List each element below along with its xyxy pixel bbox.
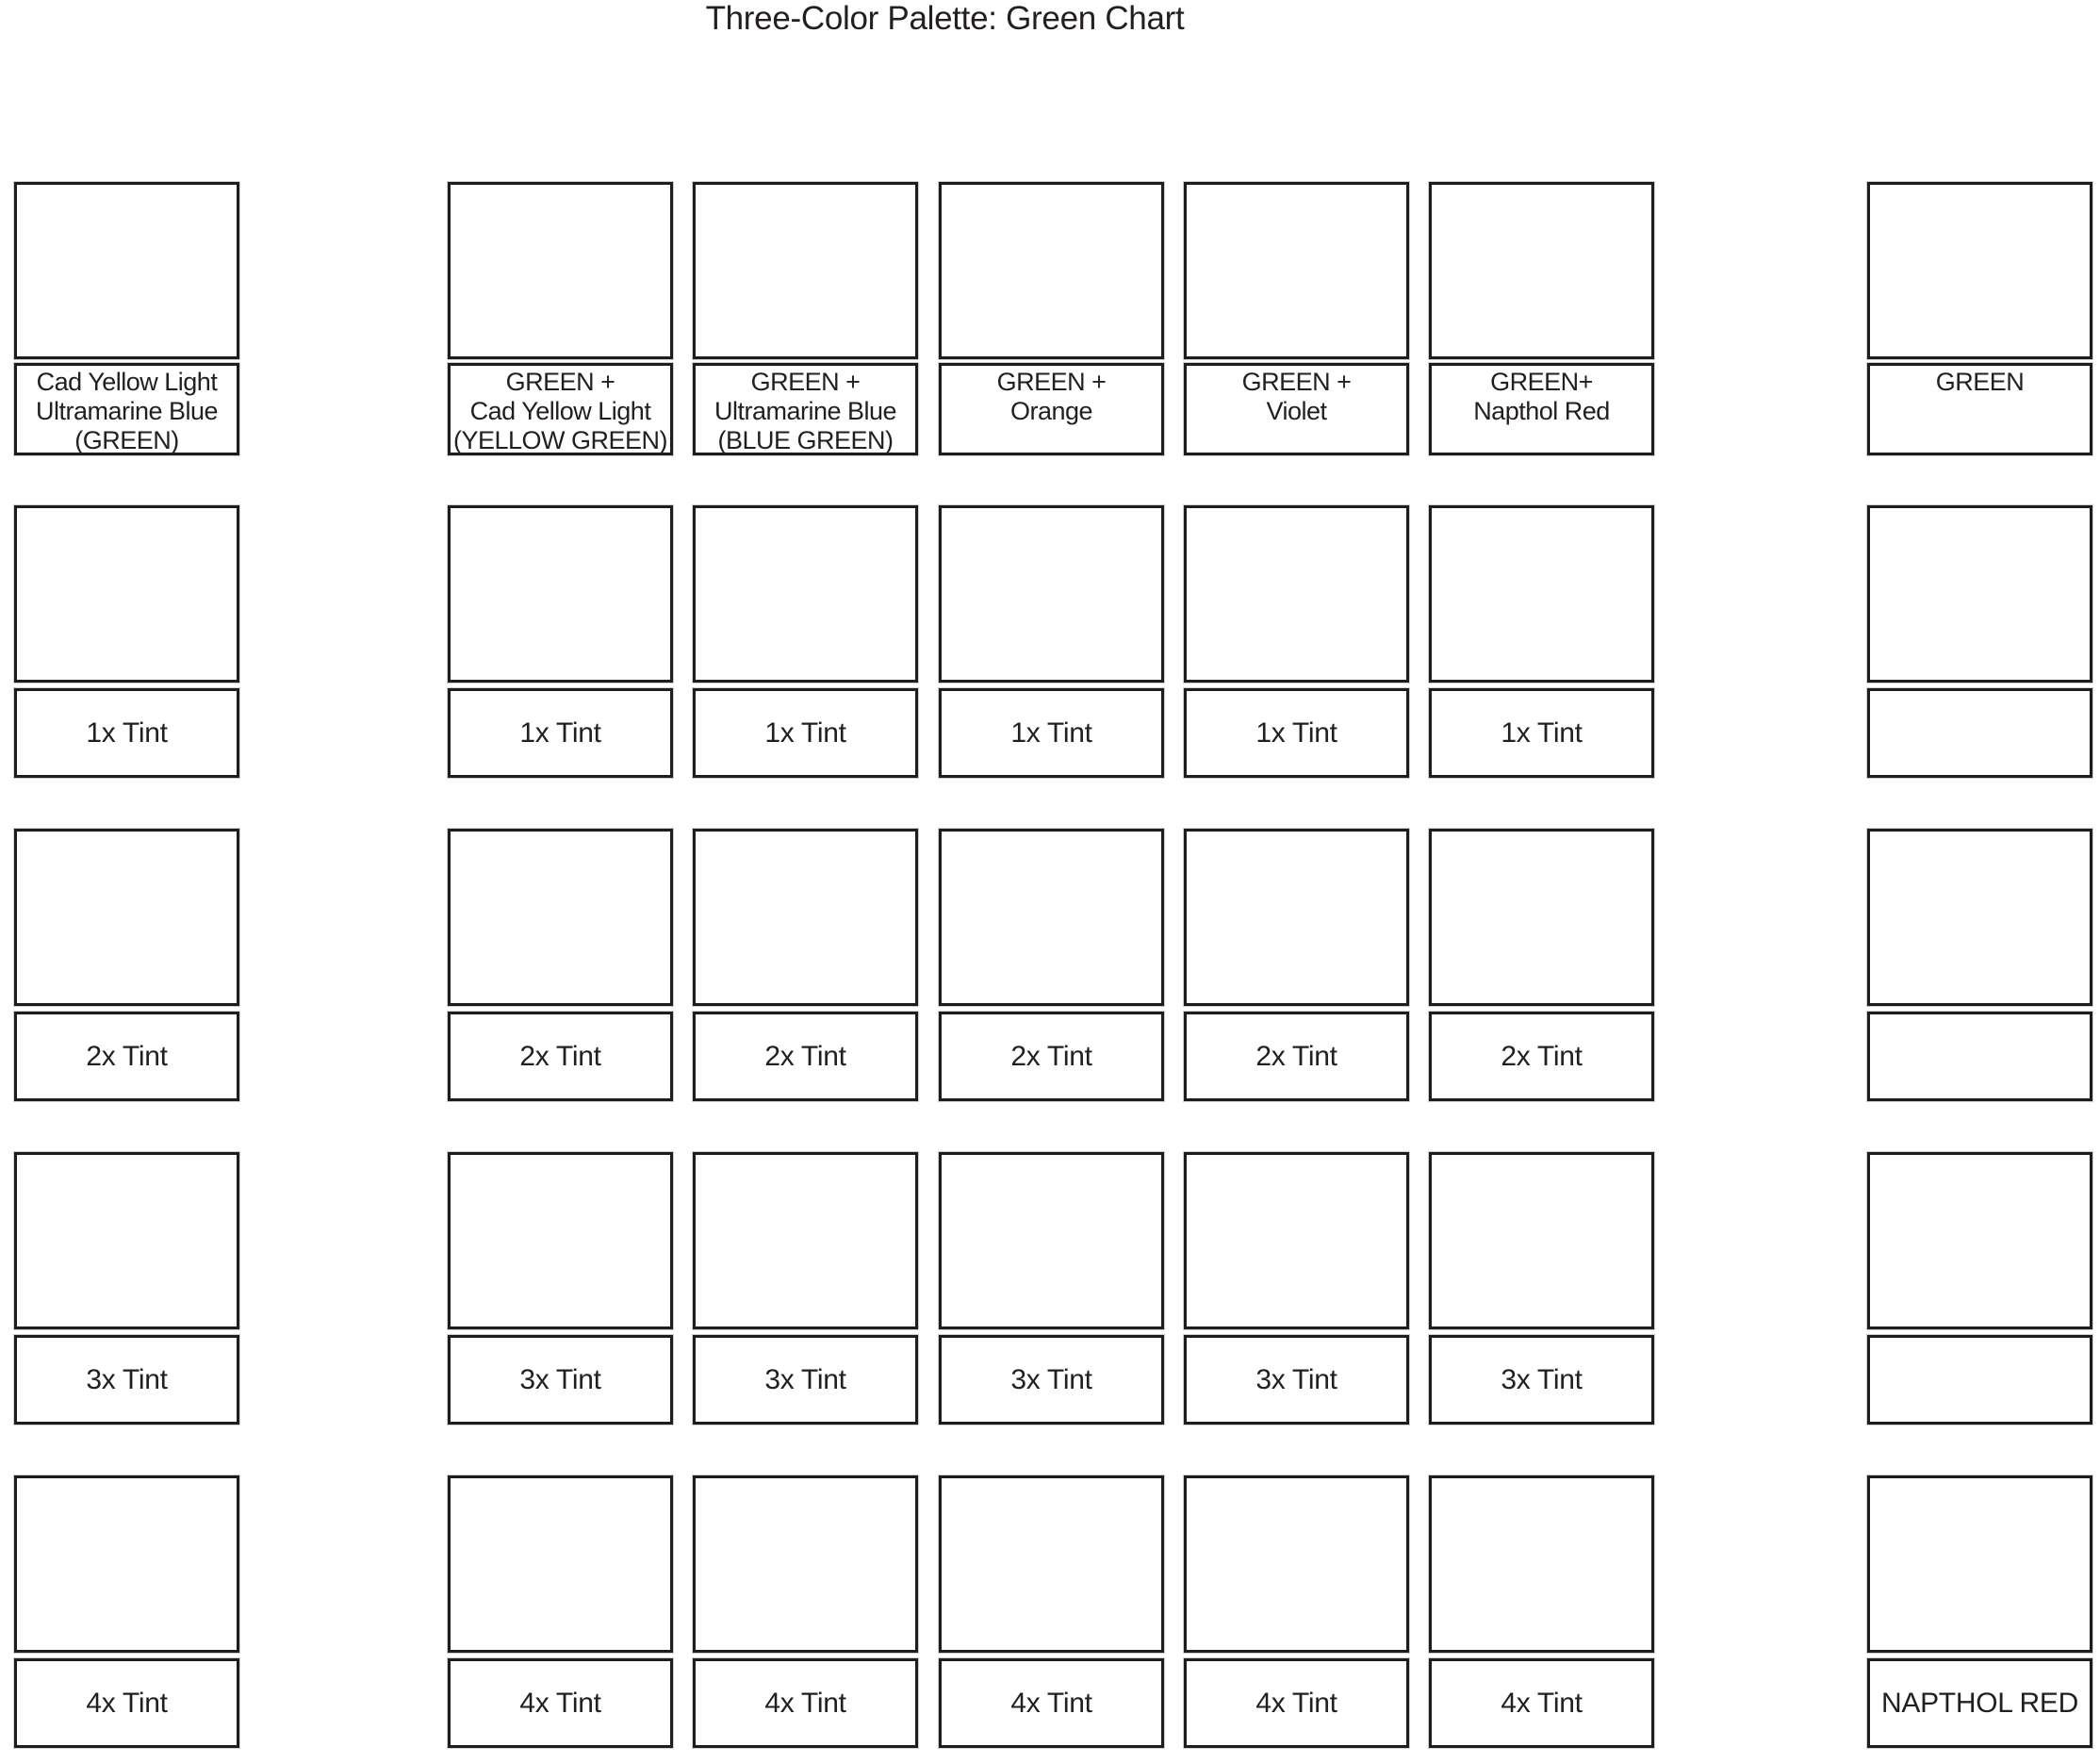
swatch-box-green-base-row1: [14, 505, 239, 683]
header-label-line: GREEN +: [505, 368, 615, 396]
tint-label-text: 3x Tint: [1501, 1363, 1583, 1395]
label-box-green-violet-row2: [1184, 1012, 1409, 1101]
tint-label-text: 3x Tint: [1255, 1363, 1337, 1395]
tint-label-text: 3x Tint: [86, 1363, 168, 1395]
label-box-green-base-row4: [14, 1658, 239, 1748]
swatch-box-blue-green-row3: [693, 1152, 918, 1329]
label-box-green-base-row1: [14, 688, 239, 778]
header-label-line: Ultramarine Blue: [35, 397, 219, 425]
tint-label-text: 1x Tint: [764, 717, 846, 749]
tint-label-text: 2x Tint: [1255, 1040, 1337, 1072]
swatch-box-green-orange-row3: [939, 1152, 1164, 1329]
label-box-green-pure-row2: [1867, 1012, 2092, 1101]
label-box-yellow-green-row3: [448, 1335, 673, 1425]
swatch-box-green-napthol-red-row3: [1429, 1152, 1654, 1329]
label-box-green-napthol-red-row1: [1429, 688, 1654, 778]
label-box-blue-green-row1: [693, 688, 918, 778]
tint-label-text: 1x Tint: [1255, 717, 1337, 749]
label-box-green-napthol-red-header: [1429, 363, 1654, 455]
swatch-box-green-base-row2: [14, 829, 239, 1006]
label-box-green-orange-row2: [939, 1012, 1164, 1101]
swatch-box-blue-green-row1: [693, 505, 918, 683]
header-label-line: Orange: [1009, 397, 1093, 425]
swatch-box-yellow-green-row2: [448, 829, 673, 1006]
label-box-green-base-header: [14, 363, 239, 455]
label-box-yellow-green-row4: [448, 1658, 673, 1748]
swatch-box-green-violet-row3: [1184, 1152, 1409, 1329]
tint-label-text: 1x Tint: [519, 717, 601, 749]
swatch-box-green-orange-row1: [939, 505, 1164, 683]
header-label-line: (YELLOW GREEN): [452, 426, 668, 454]
label-box-green-violet-header: [1184, 363, 1409, 455]
label-box-yellow-green-header: [448, 363, 673, 455]
label-box-blue-green-row4: [693, 1658, 918, 1748]
swatch-box-blue-green-row2: [693, 829, 918, 1006]
header-label-line: (GREEN): [74, 426, 179, 454]
swatch-box-blue-green-row4: [693, 1475, 918, 1653]
tint-label-text: 1x Tint: [1010, 717, 1092, 749]
label-box-green-base-row3: [14, 1335, 239, 1425]
tint-label-text: 4x Tint: [764, 1687, 846, 1719]
tint-label-text: 3x Tint: [764, 1363, 846, 1395]
header-label-line: (BLUE GREEN): [717, 426, 894, 454]
tint-label-text: 2x Tint: [1501, 1040, 1583, 1072]
tint-label-text: 4x Tint: [519, 1687, 601, 1719]
tint-label-text: 1x Tint: [1501, 717, 1583, 749]
swatch-box-green-napthol-red-header: [1429, 182, 1654, 359]
tint-label-text: 3x Tint: [519, 1363, 601, 1395]
swatch-box-green-napthol-red-row2: [1429, 829, 1654, 1006]
swatch-box-green-napthol-red-row1: [1429, 505, 1654, 683]
swatch-box-green-violet-row1: [1184, 505, 1409, 683]
swatch-box-green-pure-row4: [1867, 1475, 2092, 1653]
tint-label-text: 3x Tint: [1010, 1363, 1092, 1395]
label-box-blue-green-row2: [693, 1012, 918, 1101]
label-box-green-violet-row4: [1184, 1658, 1409, 1748]
header-label-line: GREEN +: [1241, 368, 1352, 396]
swatch-box-green-orange-header: [939, 182, 1164, 359]
swatch-box-green-pure-row1: [1867, 505, 2092, 683]
header-label-line: Ultramarine Blue: [714, 397, 897, 425]
label-box-green-orange-row1: [939, 688, 1164, 778]
label-box-green-pure-row1: [1867, 688, 2092, 778]
tint-label-text: 1x Tint: [86, 717, 168, 749]
swatch-box-yellow-green-row1: [448, 505, 673, 683]
label-box-green-pure-header: [1867, 363, 2092, 455]
swatch-box-green-violet-header: [1184, 182, 1409, 359]
swatch-box-green-pure-row2: [1867, 829, 2092, 1006]
label-box-green-orange-header: [939, 363, 1164, 455]
label-box-green-orange-row3: [939, 1335, 1164, 1425]
tint-label-text: 2x Tint: [519, 1040, 601, 1072]
tint-label-text: NAPTHOL RED: [1881, 1687, 2078, 1719]
tint-label-text: 2x Tint: [86, 1040, 168, 1072]
header-label-line: Violet: [1266, 397, 1327, 425]
label-box-green-napthol-red-row2: [1429, 1012, 1654, 1101]
tint-label-text: 2x Tint: [1010, 1040, 1092, 1072]
swatch-box-green-base-row4: [14, 1475, 239, 1653]
label-box-green-pure-row3: [1867, 1335, 2092, 1425]
tint-label-text: 4x Tint: [1010, 1687, 1092, 1719]
swatch-box-green-violet-row2: [1184, 829, 1409, 1006]
header-label-line: GREEN +: [996, 368, 1107, 396]
label-box-green-violet-row3: [1184, 1335, 1409, 1425]
swatch-box-green-violet-row4: [1184, 1475, 1409, 1653]
swatch-box-green-orange-row2: [939, 829, 1164, 1006]
tint-label-text: 4x Tint: [1501, 1687, 1583, 1719]
swatch-box-green-pure-header: [1867, 182, 2092, 359]
label-box-blue-green-header: [693, 363, 918, 455]
header-label-line: Cad Yellow Light: [469, 397, 651, 425]
label-box-green-napthol-red-row4: [1429, 1658, 1654, 1748]
header-label-line: Napthol Red: [1473, 397, 1610, 425]
header-label-line: GREEN+: [1490, 368, 1593, 396]
swatch-box-green-orange-row4: [939, 1475, 1164, 1653]
swatch-box-green-base-row3: [14, 1152, 239, 1329]
tint-label-text: 4x Tint: [1255, 1687, 1337, 1719]
header-label-line: GREEN: [1935, 368, 2025, 396]
swatch-box-yellow-green-header: [448, 182, 673, 359]
swatch-box-yellow-green-row3: [448, 1152, 673, 1329]
label-box-yellow-green-row2: [448, 1012, 673, 1101]
swatch-box-blue-green-header: [693, 182, 918, 359]
tint-label-text: 2x Tint: [764, 1040, 846, 1072]
swatch-box-green-base-header: [14, 182, 239, 359]
label-box-green-napthol-red-row3: [1429, 1335, 1654, 1425]
label-box-green-pure-row4: [1867, 1658, 2092, 1748]
label-box-yellow-green-row1: [448, 688, 673, 778]
swatch-box-yellow-green-row4: [448, 1475, 673, 1653]
header-label-line: Cad Yellow Light: [36, 368, 218, 396]
tint-label-text: 4x Tint: [86, 1687, 168, 1719]
header-label-line: GREEN +: [750, 368, 861, 396]
page-title: Three-Color Palette: Green Chart: [705, 0, 1185, 37]
swatch-box-green-napthol-red-row4: [1429, 1475, 1654, 1653]
label-box-green-violet-row1: [1184, 688, 1409, 778]
swatch-box-green-pure-row3: [1867, 1152, 2092, 1329]
label-box-green-orange-row4: [939, 1658, 1164, 1748]
label-box-blue-green-row3: [693, 1335, 918, 1425]
label-box-green-base-row2: [14, 1012, 239, 1101]
